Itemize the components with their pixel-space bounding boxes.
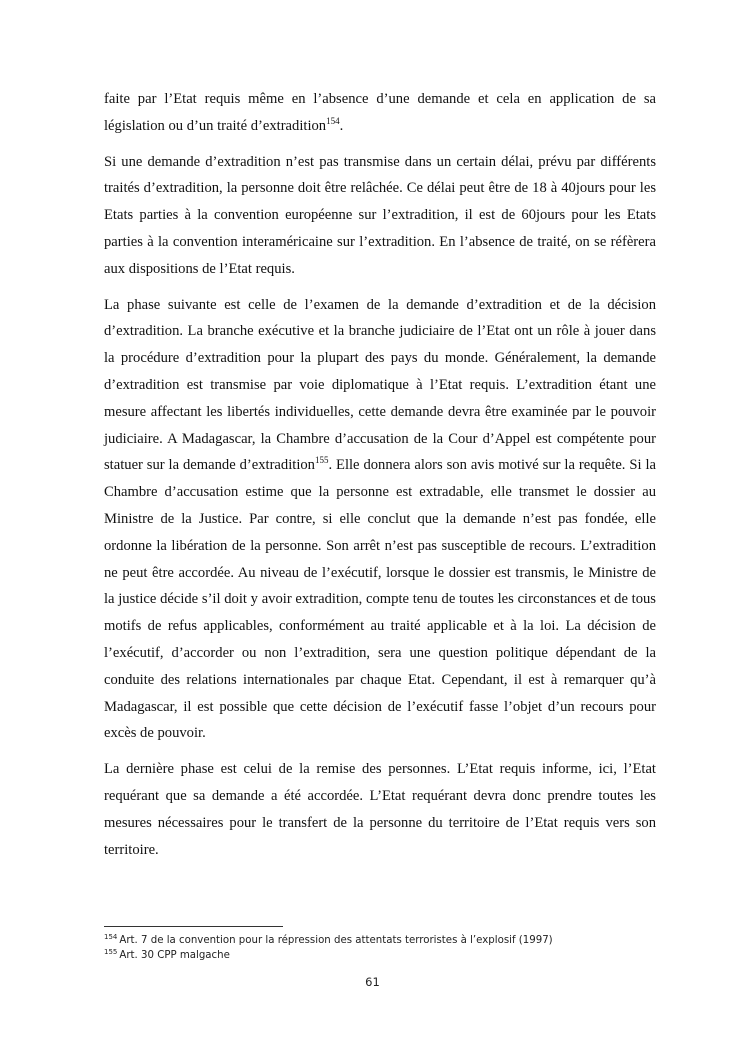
footnote-ref-155[interactable]: 155 <box>314 455 329 466</box>
footnote-ref-154[interactable]: 154 <box>326 115 340 126</box>
footnote-separator <box>104 926 283 927</box>
footnote-number: 154 <box>104 932 118 941</box>
paragraph-1-text-start: faite par l’Etat requis même en l’absence d’une demande et cela en application de sa législation ou d’un traité d’extradition <box>104 91 656 134</box>
footnote-number: 155 <box>104 947 118 956</box>
body-text <box>104 86 656 872</box>
footnotes <box>104 933 656 963</box>
paragraph-1 <box>104 86 656 140</box>
footnote-154 <box>104 933 656 948</box>
page-number: 61 <box>365 975 380 989</box>
paragraph-4-text: La dernière phase est celui de la remise des personnes. L’Etat requis informe, ici, l’Etat requérant que sa demande a été accordée. L’Etat requérant devra donc prendre toutes les mesures nécessaires pour le transfert de la personne du territoire de l’Etat requis vers son territoire. <box>104 761 656 858</box>
footnote-text: Art. 30 CPP malgache <box>119 950 230 961</box>
paragraph-4 <box>104 756 656 863</box>
paragraph-1-text-end: . <box>339 117 344 134</box>
footnote-text: Art. 7 de la convention pour la répression des attentats terroristes à l’explosif (1997) <box>119 935 553 946</box>
paragraph-2-text: Si une demande d’extradition n’est pas transmise dans un certain délai, prévu par différents traités d’extradition, la personne doit être relâchée. Ce délai peut être de 18 à 40jours pour les Etats parties à la convention européenne sur l’extradition, il est de 60jours pour les Etats parties à la convention interaméricaine sur l’extradition. En l’absence de traité, on se réfèrera aux dispositions de l’Etat requis. <box>104 153 656 277</box>
paragraph-3-text-start: La phase suivante est celle de l’examen de la demande d’extradition et de la décision d’extradition. La branche exécutive et la branche judiciaire de l’Etat ont un rôle à jouer dans la procédure d’extradition pour la plupart des pays du monde. Généralement, la demande d’extradition est transmise par voie diplomatique à l’Etat requis. L’extradition étant une mesure affectant les libertés individuelles, cette demande devra être examinée par le pouvoir judiciaire. A Madagascar, la Chambre d’accusation de la Cour d’Appel est compétente pour statuer sur la demande d’extradition <box>104 296 656 474</box>
paragraph-2 <box>104 149 656 283</box>
paragraph-3 <box>104 292 656 748</box>
paragraph-3-text-end: . Elle donnera alors son avis motivé sur la requête. Si la Chambre d’accusation estime que la personne est extradable, elle transmet le dossier au Ministre de la Justice. Par contre, si elle conclut que la demande n’est pas fondée, elle ordonne la libération de la personne. Son arrêt n’est pas susceptible de recours. L’extradition ne peut être accordée. Au niveau de l’exécutif, lorsque le dossier est transmis, le Ministre de la justice décide s’il doit y avoir extradition, compte tenu de toutes les circonstances et de tous motifs de refus applicables, conformément au traité applicable et à la loi. La décision de l’exécutif, d’accorder ou non l’extradition, sera une question politique dépendant de la conduite des relations internationales par chaque Etat. Cependant, il est à remarquer qu’à Madagascar, il est possible que cette décision de l’exécutif fasse l’objet d’un recours pour excès de pouvoir. <box>104 457 656 742</box>
footnote-155 <box>104 948 656 963</box>
